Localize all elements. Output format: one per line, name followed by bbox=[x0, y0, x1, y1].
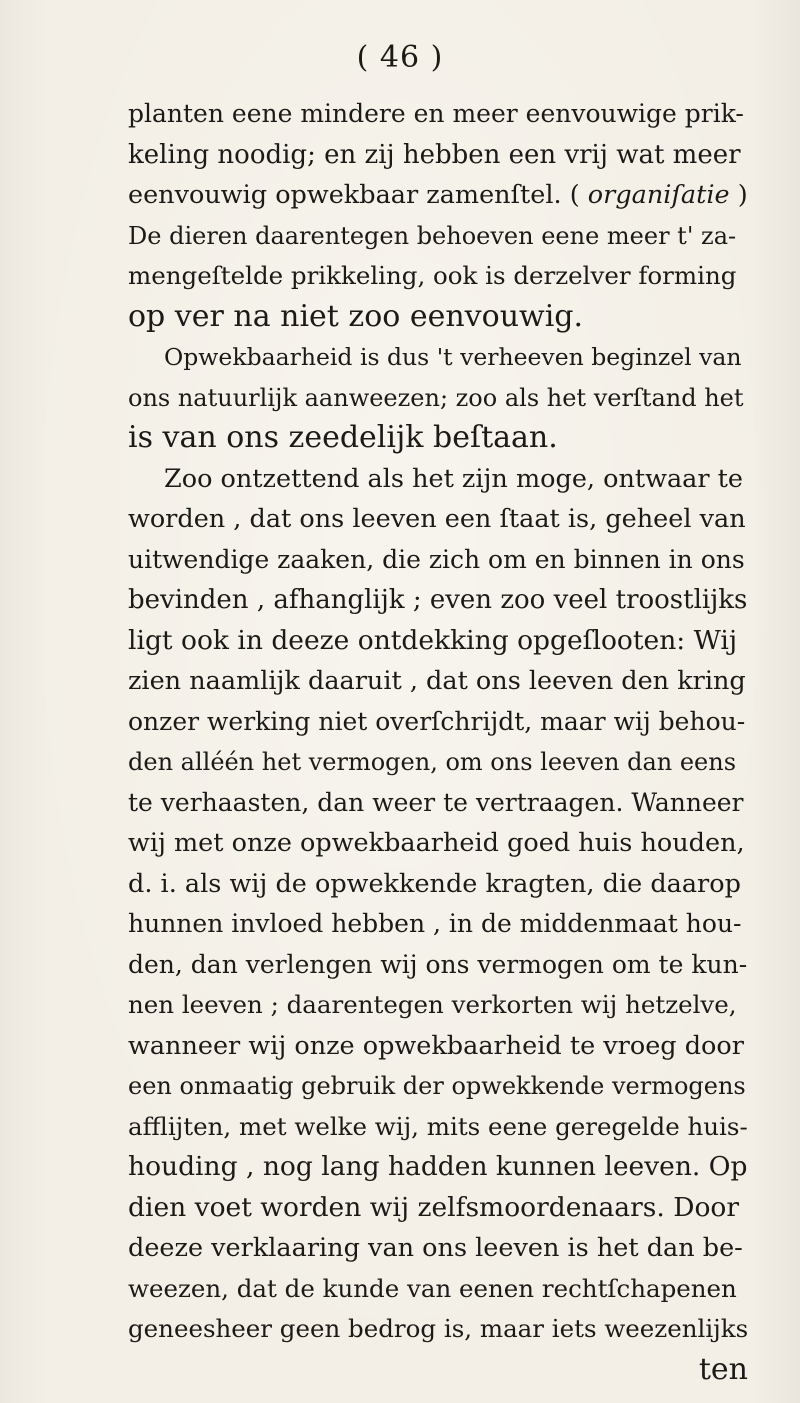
text-line: zien naamlijk daaruit , dat ons leeven den kring bbox=[128, 666, 746, 696]
text-line: d. i. als wij de opwekkende kragten, die daarop bbox=[128, 868, 741, 899]
text-line: eenvouwig opwekbaar zamenſtel. ( organiſatie ) bbox=[128, 180, 748, 210]
text-line: afflijten, met welke wij, mits eene geregelde huis- bbox=[128, 1111, 748, 1141]
text-line: keling noodig; en zij hebben een vrij wat meer bbox=[128, 139, 741, 170]
text-line: wanneer wij onze opwekbaarheid te vroeg door bbox=[128, 1030, 744, 1061]
text-line: Zoo ontzettend als het zijn moge, ontwaar te bbox=[164, 463, 744, 494]
text-line: is van ons zeedelijk beſtaan. bbox=[128, 420, 558, 455]
text-line: weezen, dat de kunde van eenen rechtſchapenen bbox=[128, 1273, 737, 1303]
text-line: hunnen invloed hebben , in de middenmaat hou- bbox=[128, 909, 742, 938]
text-line: Opwekbaarheid is dus 't verheeven beginzel van bbox=[164, 343, 742, 371]
catchword: ten bbox=[698, 1351, 748, 1387]
text-line: worden , dat ons leeven een ſtaat is, geheel van bbox=[128, 504, 746, 534]
text-line: geneesheer geen bedrog is, maar iets weezenlijks bbox=[128, 1314, 749, 1343]
text-line: den alléén het vermogen, om ons leeven dan eens bbox=[128, 748, 737, 776]
italic-term: organiſatie bbox=[587, 180, 730, 210]
text-line: den, dan verlengen wij ons vermogen om te kun- bbox=[128, 949, 748, 979]
text-line: nen leeven ; daarentegen verkorten wij hetzelve, bbox=[128, 990, 737, 1019]
text-line: bevinden , afhanglijk ; even zoo veel troostlijks bbox=[128, 585, 748, 615]
text-line: onzer werking niet overſchrijdt, maar wij behou- bbox=[128, 706, 746, 736]
text-line: te verhaasten, dan weer te vertraagen. Wanneer bbox=[128, 787, 744, 817]
text-line: ligt ook in deeze ontdekking opgeſlooten: Wij bbox=[128, 624, 738, 656]
text-line: dien voet worden wij zelfsmoordenaars. Door bbox=[128, 1191, 740, 1223]
text-line: uitwendige zaaken, die zich om en binnen in ons bbox=[128, 544, 745, 574]
text-line: De dieren daarentegen behoeven eene meer t' za- bbox=[128, 221, 737, 250]
text-line: deeze verklaaring van ons leeven is het dan be- bbox=[128, 1233, 743, 1263]
text-line: een onmaatig gebruik der opwekkende vermogens bbox=[128, 1072, 746, 1100]
text-line: mengeſtelde prikkeling, ook is derzelver forming bbox=[128, 261, 737, 290]
text-line: planten eene mindere en meer eenvouwige prik- bbox=[128, 99, 744, 128]
text-line: ons natuurlijk aanweezen; zoo als het verſtand het bbox=[128, 383, 744, 412]
text-line: wij met onze opwekbaarheid goed huis houden, bbox=[128, 828, 745, 858]
text-line: houding , nog lang hadden kunnen leeven. Op bbox=[128, 1151, 748, 1182]
text-line: op ver na niet zoo eenvouwig. bbox=[128, 298, 584, 334]
page-number: ( 46 ) bbox=[356, 40, 444, 75]
